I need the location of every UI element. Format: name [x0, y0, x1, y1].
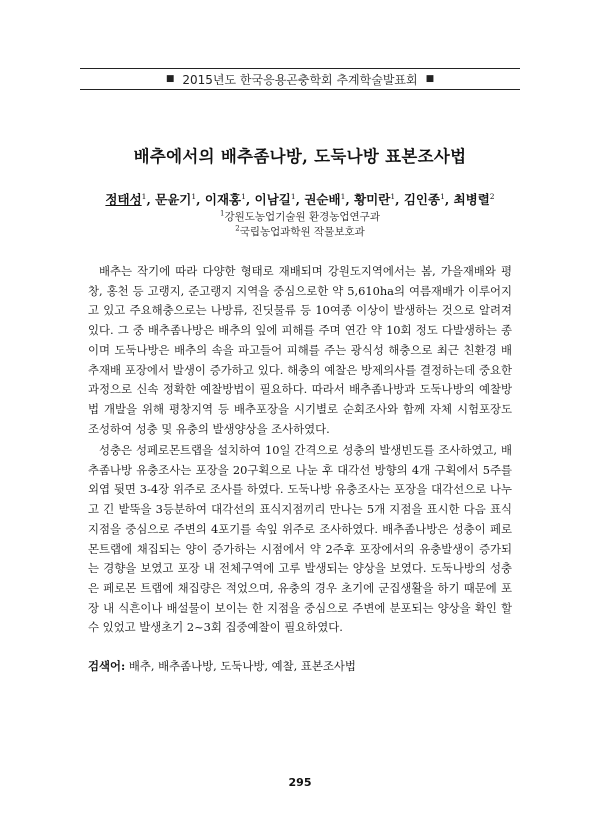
author-name: 문윤기 [155, 192, 192, 207]
author-separator: , [395, 192, 404, 207]
author-name: 최병렬 [453, 192, 490, 207]
author-name: 이재홍 [204, 192, 242, 207]
paper-title: 배추에서의 배추좀나방, 도둑나방 표본조사법 [133, 147, 467, 166]
author-affil-mark: 2 [489, 191, 495, 201]
author-affil-mark: 1 [440, 191, 445, 201]
affiliation-text: 국립농업과학원 작물보호과 [239, 226, 365, 238]
keywords-line [88, 657, 512, 676]
conference-name: 2015년도 한국응용곤충학회 추계학술발표회 [182, 72, 418, 87]
affiliation-1 [0, 209, 600, 224]
author-separator: , [345, 192, 355, 207]
page-number: 295 [288, 776, 312, 789]
affiliation-text: 강원도농업기술원 환경농업연구과 [224, 211, 380, 223]
conference-header [80, 68, 520, 90]
author-affil-mark: 1 [290, 191, 296, 201]
author-separator: , [295, 192, 305, 207]
author-name: 황미란 [354, 192, 391, 207]
affiliation-number: 2 [235, 224, 240, 233]
author-separator: , [146, 192, 156, 207]
author-affil-mark: 1 [191, 191, 197, 201]
author-affil-mark: 1 [241, 191, 246, 201]
author-separator: , [444, 192, 454, 207]
abstract-paragraph-2: 성충은 성페로몬트랩을 설치하여 10일 간격으로 성충의 발생빈도를 조사하였고, 배추좀나방 유충조사는 포장을 20구획으로 나눈 후 대각선 방향의 4개 구획에서 5주를 외엽 뒷면 3-4장 위주로 조사를 하였다. 도둑나방 유충조사는 포장을 대각선으로 나누고 긴 밭뚝을 3등분하여 대각선의 표식지점끼리 만나는 5개 지점을 표시한 다음 표식지점을 중심으로 주변의 4포기를 속잎 위주로 조사하였다. 배추좀나방은 성충이 페로몬트랩에 채집되는 양이 증가하는 시점에서 약 2주후 포장에서의 유충발생이 증가되는 경향을 보였고 포장 내 전체구역에 고루 발생되는 양상을 보였다. 도둑나방의 성충은 페로몬 트랩에 채집량은 적었으며, 유충의 경우 초기에 군집생활을 하기 때문에 포장 내 식흔이나 배설물이 보이는 한 지점을 중심으로 주변에 분포되는 양상을 확인 할 수 있었고 발생초기 2~3회 집중예찰이 필요하였다. [88, 443, 512, 635]
author-separator: , [245, 192, 255, 207]
affiliation-2 [0, 224, 600, 239]
abstract-paragraph-1: 배추는 작기에 따라 다양한 형태로 재배되며 강원도지역에서는 봄, 가을재배와 평창, 홍천 등 고랭지, 준고랭지 지역을 중심으로한 약 5,610ha의 여름재배가 이루어지고 있고 주요해충으로는 나방류, 진딧물류 등 10여종 이상이 발생하는 것으로 알려져 있다. 그 중 배추좀나방은 배추의 잎에 피해를 주며 연간 약 10회 정도 다발생하는 종이며 도둑나방은 배추의 속을 파고들어 피해를 주는 광식성 해충으로 최근 친환경 배추재배 포장에서 발생이 증가하고 있다. 해충의 예찰은 방제의사를 결정하는데 중요한 과정으로 신속 정확한 예찰방법이 필요하다. 따라서 배추좀나방과 도둑나방의 예찰방법 개발을 위해 평창지역 등 배추포장을 시기별로 순회조사와 함께 자체 시험포장도 조성하여 성충 및 유충의 발생양상을 조사하였다. [88, 264, 512, 436]
keywords-value: 배추, 배추좀나방, 도둑나방, 예찰, 표본조사법 [125, 659, 356, 673]
affiliation-number: 1 [220, 209, 225, 218]
keywords-label: 검색어: [88, 659, 126, 673]
header-square-left-icon: ■ [165, 74, 175, 84]
author-name: 권순배 [304, 192, 341, 207]
author-affil-mark: 1 [340, 191, 346, 201]
author-name: 김인종 [403, 192, 441, 207]
author-affil-mark: 1 [390, 191, 396, 201]
author-affil-mark: 1 [141, 191, 147, 201]
author-name: 이남길 [254, 192, 291, 207]
author-separator: , [196, 192, 205, 207]
author-name: 정태성 [105, 192, 142, 207]
header-square-right-icon: ■ [425, 74, 435, 84]
author-list [0, 190, 600, 208]
